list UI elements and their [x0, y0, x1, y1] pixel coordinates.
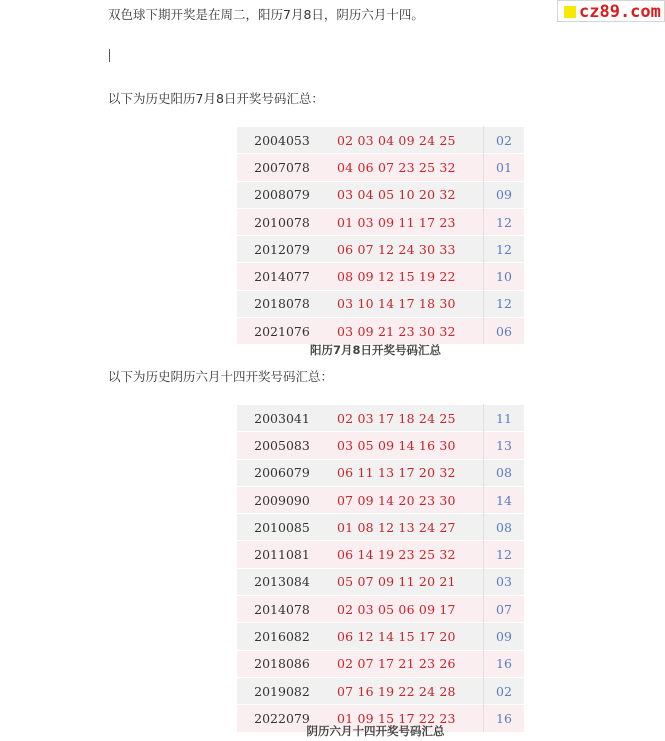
table-row [237, 432, 524, 459]
red-balls-cell: 01 03 09 11 17 23 [327, 208, 484, 235]
red-balls-cell: 03 05 09 14 16 30 [327, 432, 484, 459]
table-row [237, 459, 524, 486]
red-balls-cell: 01 09 15 17 22 23 [327, 705, 484, 732]
period-cell: 2018086 [237, 650, 327, 677]
table-row [237, 236, 524, 263]
blue-ball-cell: 16 [484, 705, 525, 732]
blue-ball-cell: 10 [484, 263, 525, 290]
period-cell: 2008079 [237, 181, 327, 208]
red-balls-cell: 07 16 19 22 24 28 [327, 677, 484, 704]
blue-ball-cell: 12 [484, 208, 525, 235]
blue-ball-cell: 06 [484, 318, 525, 345]
period-cell: 2005083 [237, 432, 327, 459]
site-logo[interactable] [557, 0, 665, 22]
red-balls-cell: 04 06 07 23 25 32 [327, 154, 484, 181]
red-balls-cell: 03 04 05 10 20 32 [327, 181, 484, 208]
red-balls-cell: 06 07 12 24 30 33 [327, 236, 484, 263]
blue-ball-cell: 03 [484, 568, 525, 595]
table-row [237, 263, 524, 290]
red-balls-cell: 06 11 13 17 20 32 [327, 459, 484, 486]
period-cell: 2011081 [237, 541, 327, 568]
blue-ball-cell: 12 [484, 541, 525, 568]
table-row [237, 596, 524, 623]
period-cell: 2014078 [237, 596, 327, 623]
table-row [237, 290, 524, 317]
lunar-draws-table [237, 404, 524, 732]
intro-text: 双色球下期开奖是在周二，阳历7月8日，阴历六月十四。 [108, 7, 424, 22]
red-balls-cell: 02 03 05 06 09 17 [327, 596, 484, 623]
blue-ball-cell: 11 [484, 405, 525, 432]
period-cell: 2016082 [237, 623, 327, 650]
red-balls-cell: 07 09 14 20 23 30 [327, 486, 484, 513]
solar-table-caption: 阳历7月8日开奖号码汇总 [309, 343, 441, 357]
blue-ball-cell: 09 [484, 623, 525, 650]
red-balls-cell: 01 08 12 13 24 27 [327, 514, 484, 541]
table-row [237, 318, 524, 345]
period-cell: 2021076 [237, 318, 327, 345]
text-cursor [109, 49, 110, 62]
logo-text: cz89.com [579, 2, 661, 22]
table-row [237, 650, 524, 677]
blue-ball-cell: 08 [484, 514, 525, 541]
blue-ball-cell: 07 [484, 596, 525, 623]
blue-ball-cell: 13 [484, 432, 525, 459]
period-cell: 2019082 [237, 677, 327, 704]
blue-ball-cell: 02 [484, 677, 525, 704]
red-balls-cell: 05 07 09 11 20 21 [327, 568, 484, 595]
table-row [237, 208, 524, 235]
solar-heading: 以下为历史阳历7月8日开奖号码汇总： [108, 91, 324, 106]
lunar-table-caption: 阴历六月十四开奖号码汇总 [306, 724, 445, 738]
solar-draws-table [237, 126, 524, 344]
period-cell: 2006079 [237, 459, 327, 486]
period-cell: 2010085 [237, 514, 327, 541]
period-cell: 2022079 [237, 705, 327, 732]
period-cell: 2014077 [237, 263, 327, 290]
red-balls-cell: 06 14 19 23 25 32 [327, 541, 484, 568]
table-row [237, 127, 524, 154]
table-row [237, 623, 524, 650]
blue-ball-cell: 12 [484, 290, 525, 317]
table-row [237, 181, 524, 208]
lunar-heading: 以下为历史阴历六月十四开奖号码汇总： [108, 369, 334, 384]
period-cell: 2013084 [237, 568, 327, 595]
blue-ball-cell: 14 [484, 486, 525, 513]
period-cell: 2018078 [237, 290, 327, 317]
red-balls-cell: 02 03 17 18 24 25 [327, 405, 484, 432]
red-balls-cell: 06 12 14 15 17 20 [327, 623, 484, 650]
period-cell: 2010078 [237, 208, 327, 235]
blue-ball-cell: 01 [484, 154, 525, 181]
red-balls-cell: 03 09 21 23 30 32 [327, 318, 484, 345]
logo-square-icon [564, 6, 576, 18]
table-row [237, 154, 524, 181]
red-balls-cell: 02 03 04 09 24 25 [327, 127, 484, 154]
table-row [237, 405, 524, 432]
table-row [237, 677, 524, 704]
blue-ball-cell: 08 [484, 459, 525, 486]
red-balls-cell: 02 07 17 21 23 26 [327, 650, 484, 677]
period-cell: 2009090 [237, 486, 327, 513]
table-row [237, 514, 524, 541]
period-cell: 2003041 [237, 405, 327, 432]
table-row [237, 541, 524, 568]
period-cell: 2004053 [237, 127, 327, 154]
blue-ball-cell: 12 [484, 236, 525, 263]
period-cell: 2007078 [237, 154, 327, 181]
table-row [237, 486, 524, 513]
red-balls-cell: 03 10 14 17 18 30 [327, 290, 484, 317]
red-balls-cell: 08 09 12 15 19 22 [327, 263, 484, 290]
blue-ball-cell: 02 [484, 127, 525, 154]
table-row [237, 568, 524, 595]
blue-ball-cell: 16 [484, 650, 525, 677]
period-cell: 2012079 [237, 236, 327, 263]
blue-ball-cell: 09 [484, 181, 525, 208]
